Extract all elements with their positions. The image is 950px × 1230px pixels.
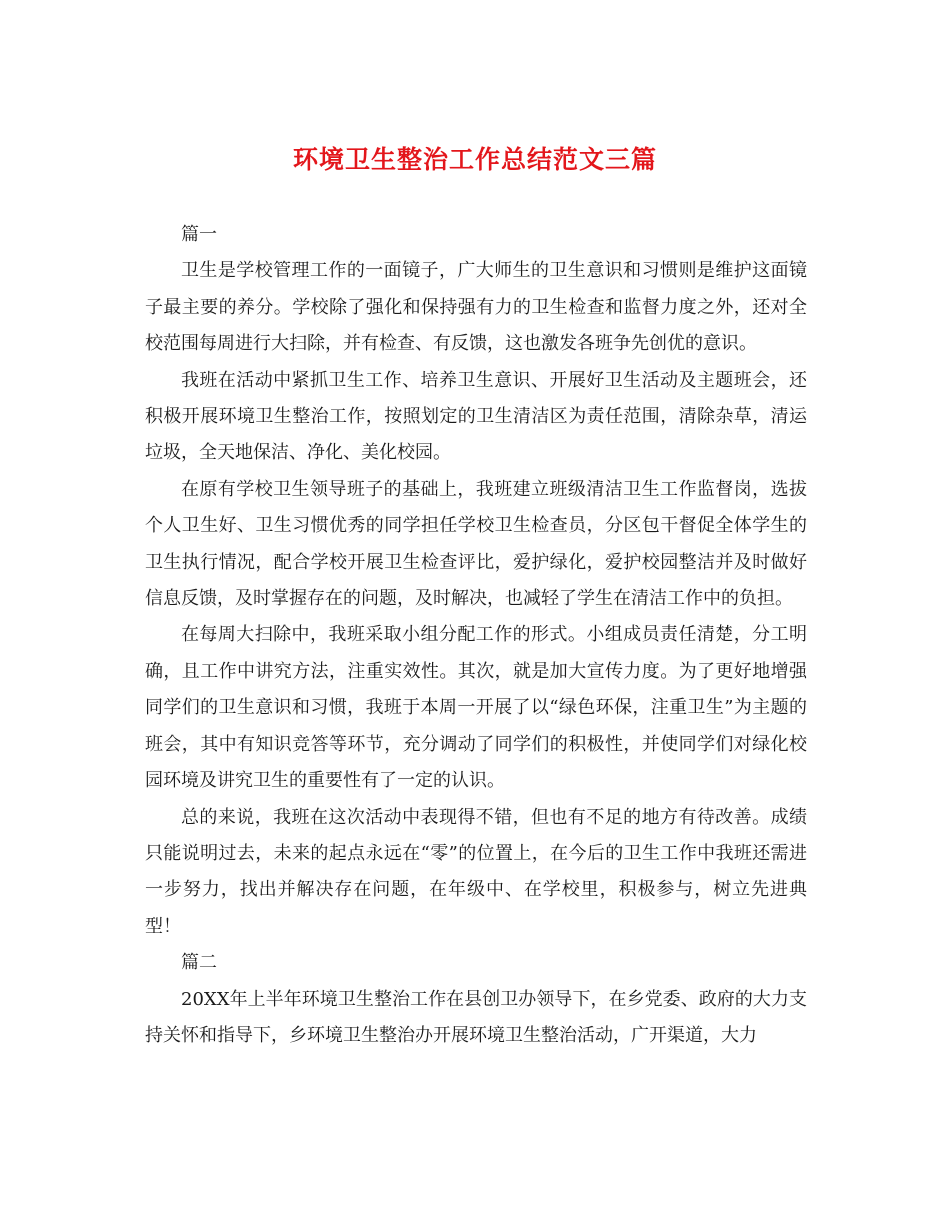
document-title: 环境卫生整治工作总结范文三篇 (292, 145, 657, 174)
paragraph: 卫生是学校管理工作的一面镜子，广大师生的卫生意识和习惯则是维护这面镜子最主要的养分。学校除了强化和保持强有力的卫生检查和监督力度之外，还对全校范围每周进行大扫除，并有检查、有反馈，这也激发各班争先创优的意识。 (145, 260, 807, 355)
paragraph: 在原有学校卫生领导班子的基础上，我班建立班级清洁卫生工作监督岗，选拔个人卫生好、卫生习惯优秀的同学担任学校卫生检查员，分区包干督促全体学生的卫生执行情况，配合学校开展卫生检查评比，爱护绿化，爱护校园整洁并及时做好信息反馈，及时掌握存在的问题，及时解决，也减轻了学生在清洁工作中的负担。 (145, 478, 807, 610)
document-body (145, 217, 807, 1054)
paragraph: 20XX年上半年环境卫生整治工作在县创卫办领导下，在乡党委、政府的大力支持关怀和指导下，乡环境卫生整治办开展环境卫生整治活动，广开渠道，大力 (145, 988, 807, 1046)
paragraph: 总的来说，我班在这次活动中表现得不错，但也有不足的地方有待改善。成绩只能说明过去，未来的起点永远在“零”的位置上，在今后的卫生工作中我班还需进一步努力，找出并解决存在问题，在年级中、在学校里，积极参与，树立先进典型！ (145, 806, 807, 937)
paragraph: 我班在活动中紧抓卫生工作、培养卫生意识、开展好卫生活动及主题班会，还积极开展环境卫生整治工作，按照划定的卫生清洁区为责任范围，清除杂草，清运垃圾，全天地保洁、净化、美化校园。 (145, 369, 807, 464)
section-heading-2: 篇二 (181, 952, 217, 974)
paragraph: 在每周大扫除中，我班采取小组分配工作的形式。小组成员责任清楚，分工明确，且工作中讲究方法，注重实效性。其次，就是加大宣传力度。为了更好地增强同学们的卫生意识和习惯，我班于本周一开展了以“绿色环保，注重卫生”为主题的班会，其中有知识竞答等环节，充分调动了同学们的积极性，并使同学们对绿化校园环境及讲究卫生的重要性有了一定的认识。 (145, 624, 807, 792)
section-heading-1: 篇一 (181, 224, 217, 245)
